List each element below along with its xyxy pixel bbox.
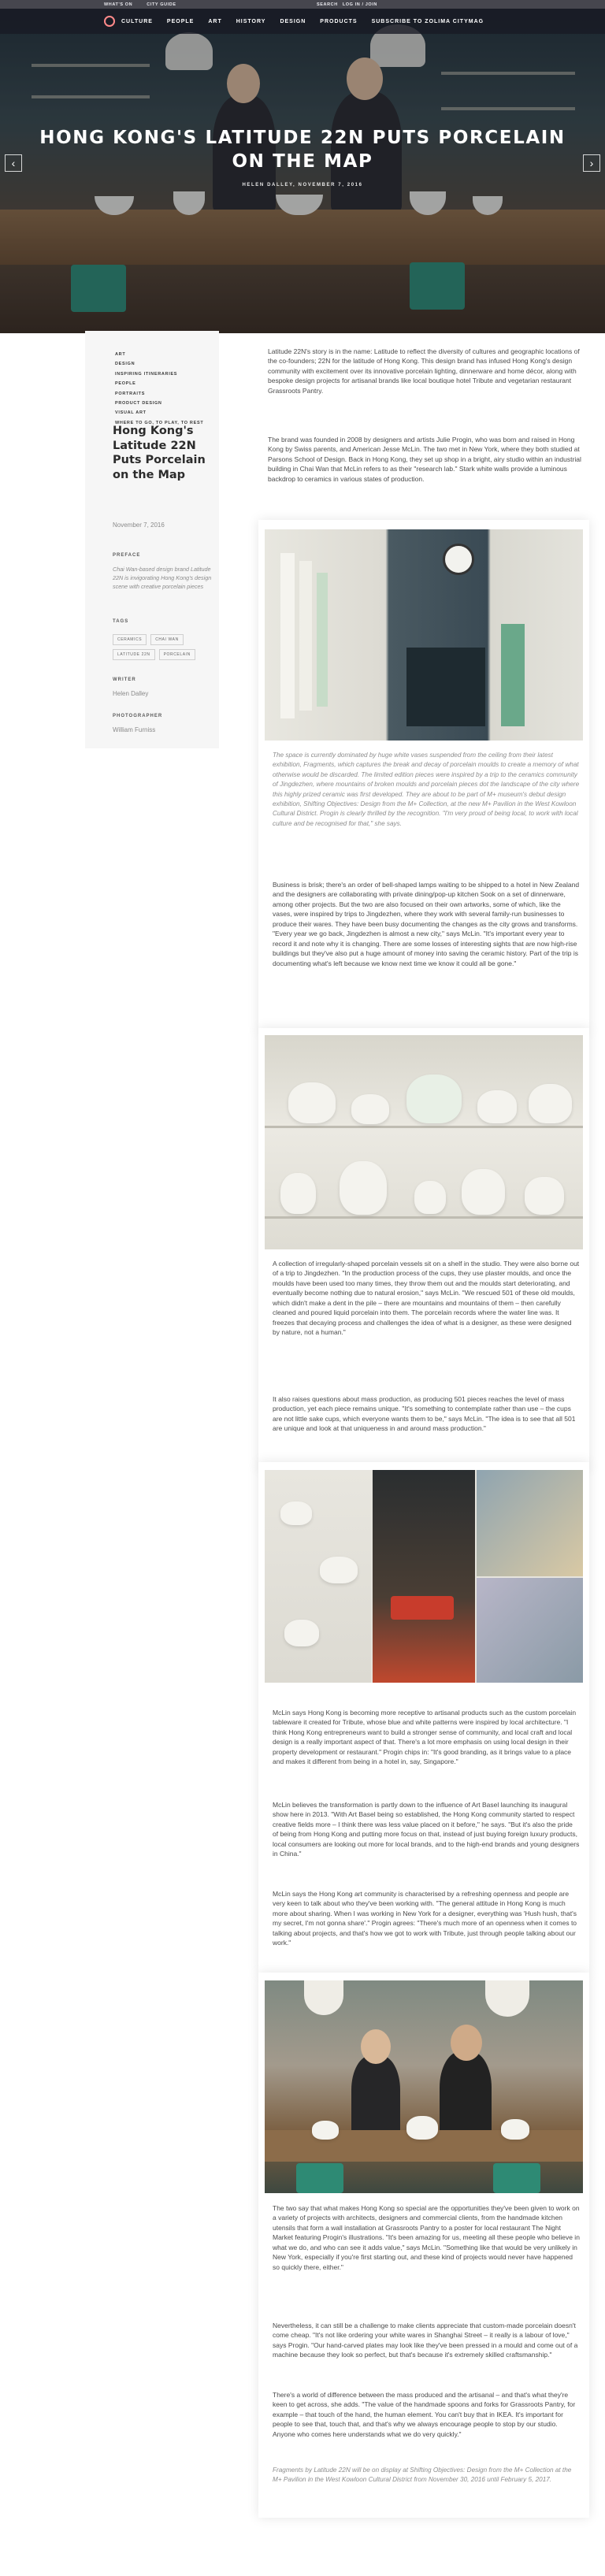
category-itineraries[interactable]: INSPIRING ITINERARIES bbox=[115, 371, 178, 377]
category-people[interactable]: PEOPLE bbox=[115, 381, 136, 387]
paragraph-9: The two say that what makes Hong Kong so special are the opportunities they've been given to work on a variety of projects with architects, designers and commercial clients, from the handmade kitchen utensils that form a wall installation at Grassroots Pantry to a poster for local restaurant The Night Market featuring Progin's illustrations. "It's been amazing for us, meeting all these people who believe in what we do, and who can see it adds value," says McLin. "Something like that would be very unlikely in New York, especially if you're first starting out, and these kind of projects would never have happened so quickly there, either." bbox=[273, 2204, 580, 2271]
search-link[interactable]: SEARCH bbox=[317, 2, 338, 7]
category-design[interactable]: DESIGN bbox=[115, 362, 135, 367]
util-link-whats-on[interactable]: WHAT'S ON bbox=[104, 2, 133, 7]
util-link-city-guide[interactable]: CITY GUIDE bbox=[147, 2, 176, 7]
caption-1: The space is currently dominated by huge white vases suspended from the ceiling from their latest exhibition, Fragments, which captures the break and decay of porcelain moulds to create a memory of what otherwise would be discarded. The limited edition pieces were inspired by a trip to the ceramics community of Jingdezhen, where mountains of broken moulds and porcelain pieces dot the landscape of the city where this highly prized ceramic was first developed. They are about to be part of M+ museum's debut design exhibition, Shifting Objectives: Design from the M+ Collection, at the new M+ Pavilion in the West Kowloon Cultural District. Progin is clearly thrilled by the recognition. "I'm very proud of being local, to work with local culture and be recognised for that," she says. bbox=[273, 752, 580, 827]
hero-title: HONG KONG'S LATITUDE 22N PUTS PORCELAIN ON THE MAP bbox=[39, 128, 566, 172]
collage-photo bbox=[265, 1470, 583, 1683]
utility-bar bbox=[0, 0, 605, 9]
paragraph-11: There's a world of difference between the mass produced and the artisanal – and that's what they're keen to get across, she adds. "The value of the handmade spoons and forks for Grassroots Pantry, for example – that touch of the hand, the human element. You can't buy that in IKEA. It's important for people to see that, touch that, and that's why we always encourage people to stop by our studio. Anyone who comes here understands what we do very quickly." bbox=[273, 2391, 576, 2438]
paragraph-6: McLin says Hong Kong is becoming more receptive to artisanal products such as the custom porcelain tableware it created for Tribute, whose blue and white patterns were inspired by local architecture. "I think Hong Kong entrepreneurs want to build a stronger sense of community, and local craft and local design is a really important aspect of that. There's a lot more emphasis on using local design in their property development or restaurant." Progin chips in: "It's good branding, as it brings value to a place and makes it different from being in a hotel in, say, Singapore." bbox=[273, 1709, 577, 1766]
category-portraits[interactable]: PORTRAITS bbox=[115, 391, 146, 396]
main-nav-items bbox=[121, 19, 484, 24]
tag-ceramics[interactable]: CERAMICS bbox=[113, 634, 147, 645]
category-visual-art[interactable]: VISUAL ART bbox=[115, 410, 147, 416]
next-arrow-icon[interactable]: › bbox=[583, 154, 600, 172]
nav-people[interactable]: PEOPLE bbox=[166, 18, 195, 24]
nav-design[interactable]: DESIGN bbox=[280, 18, 306, 24]
nav-culture[interactable]: CULTURE bbox=[121, 18, 153, 24]
vessels-photo bbox=[265, 1035, 583, 1249]
login-link[interactable]: LOG IN / JOIN bbox=[342, 2, 377, 7]
category-art[interactable]: ART bbox=[115, 352, 126, 357]
article-date: November 7, 2016 bbox=[113, 522, 165, 529]
writer-name[interactable]: Helen Dalley bbox=[113, 690, 149, 697]
prev-arrow-icon[interactable]: ‹ bbox=[5, 154, 22, 172]
paragraph-7: McLin believes the transformation is partly down to the influence of Art Basel launching its inaugural show here in 2013. "With Art Basel being so established, the Hong Kong community started to respect creative fields more – I think there was less value placed on it before," he says. "But it's also the pride of being from Hong Kong and putting more focus on that, instead of just buying foreign luxury products, local consumers are looking out more for local brands, and to the high-end brands and young designers in China." bbox=[273, 1801, 580, 1858]
footnote: Fragments by Latitude 22N will be on display at Shifting Objectives: Design from the M+ Collection at the M+ Pavilion in the West Kowloon Cultural District from November 30, 2016 until February 5, 2017. bbox=[273, 2467, 572, 2484]
site-logo-icon[interactable] bbox=[104, 16, 115, 27]
paragraph-10: Nevertheless, it can still be a challenge to make clients appreciate that custom-made porcelain doesn't come cheap. "It's not like ordering your white wares in Shanghai Street – it really is a labour of love," says Progin. "Our hand-carved plates may look like they've been pressed in a mould and come out of a machine because they look so perfect, but that's because it's extremely skilled craftsmanship." bbox=[273, 2322, 578, 2359]
nav-art[interactable]: ART bbox=[208, 18, 222, 24]
nav-history[interactable]: HISTORY bbox=[236, 18, 266, 24]
photographer-label: PHOTOGRAPHER bbox=[113, 714, 163, 718]
tag-list bbox=[113, 634, 217, 660]
paragraph-1: Latitude 22N's story is in the name: Latitude to reflect the diversity of cultures and geographic locations of the co-founders; 22N for the latitude of Hong Kong. This design brand has infused Hong Kong's design community with excitement over its innovative porcelain lighting, dinnerware and home décor, along with bespoke design projects for artisanal brands like local boutique hotel Tribute and vegetarian restaurant Grassroots Pantry. bbox=[268, 347, 580, 395]
tag-latitude[interactable]: LATITUDE 22N bbox=[113, 649, 155, 660]
paragraph-3: Business is brisk; there's an order of bell-shaped lamps waiting to be shipped to a hotel in New Zealand and the designers are collaborating with private dining/pop-up kitchen Sook on a set of dinnerware, among other projects. But the two are also focused on their own artworks, some of which, like the vases, were inspired by trips to Jingdezhen, where they work with several family-run businesses to produce their wares. They have been busy documenting the changes as the city grows and transforms. "Every year we go back, Jingdezhen is almost a new city," says McLin. "It's important every year to record it and note why it is changing. There are some losses of interesting sights that are now high-rise buildings but they've also put a huge amount of money into saving the ceramic history. Part of the trip is documenting what's left because we know next time we know it could all be gone." bbox=[273, 881, 580, 967]
preface-text: Chai Wan-based design brand Latitude 22N is invigorating Hong Kong's design scene with creative porcelain pieces bbox=[113, 566, 212, 590]
studio-photo bbox=[265, 529, 583, 741]
category-where-to-go[interactable]: WHERE TO GO, TO PLAY, TO REST bbox=[115, 420, 204, 425]
main-nav bbox=[0, 9, 605, 34]
article-title: Hong Kong's Latitude 22N Puts Porcelain on the Map bbox=[113, 425, 206, 481]
paragraph-2: The brand was founded in 2008 by designers and artists Julie Progin, who was born and raised in Hong Kong by Swiss parents, and American Jesse McLin. The two met in New York, where they both studied at Parsons School of Design. Back in Hong Kong, they set up shop in a bright, airy studio within an industrial building in Chai Wan that McLin refers to as their "research lab." Stark white walls provide a luminous backdrop to ceramics in various states of production. bbox=[268, 436, 581, 483]
writer-label: WRITER bbox=[113, 677, 136, 682]
founders-photo bbox=[265, 1980, 583, 2193]
paragraph-4: A collection of irregularly-shaped porcelain vessels sit on a shelf in the studio. They were also borne out of a trip to Jingdezhen. "In the production process of the cups, they use plaster moulds, and once the moulds have been used too many times, they throw them out and the moulds start deteriorating, and eventually become nothing due to natural erosion," says McLin. "We rescued 501 of these old moulds, which didn't make a dent in the pile – there are mountains and mountains of them – then carefully cleaned and poured liquid porcelain into them. The porcelain records where the water line was. It freezes that decaying process and challenges the idea of what is a designer, as these were designed by nature, not a human." bbox=[273, 1260, 580, 1337]
preface-label: PREFACE bbox=[113, 553, 141, 558]
nav-products[interactable]: PRODUCTS bbox=[320, 18, 358, 24]
tag-chai-wan[interactable]: CHAI WAN bbox=[150, 634, 184, 645]
category-product-design[interactable]: PRODUCT DESIGN bbox=[115, 401, 162, 406]
category-list bbox=[115, 350, 203, 428]
photographer-name[interactable]: William Furniss bbox=[113, 726, 156, 733]
util-right bbox=[317, 2, 377, 7]
paragraph-8: McLin says the Hong Kong art community is characterised by a refreshing openness and people are very keen to talk about who they've been working with. "The general attitude in Hong Kong is much more about sharing. When I was working in New York for a designer, everything was 'Hush hush, that's my secret, I'm not gonna share'." Progin agrees: "There's much more of an openness when it comes to talking about projects, and that's how we got to work with Tribute, just through people talking about our work." bbox=[273, 1890, 577, 1947]
hero-meta: HELEN DALLEY, NOVEMBER 7, 2016 bbox=[242, 183, 363, 187]
tag-porcelain[interactable]: PORCELAIN bbox=[159, 649, 195, 660]
nav-subscribe[interactable]: SUBSCRIBE TO ZOLIMA CITYMAG bbox=[371, 18, 484, 24]
tags-label: TAGS bbox=[113, 619, 129, 624]
paragraph-5: It also raises questions about mass production, as producing 501 pieces reaches the level of mass production, yet each piece remains unique. "It's something to contemplate rather than use – the cups are not little sake cups, which everyone wants them to be," says McLin. "The idea is to see that all 501 are unique and look at that uniqueness in and around mass production." bbox=[273, 1395, 576, 1433]
